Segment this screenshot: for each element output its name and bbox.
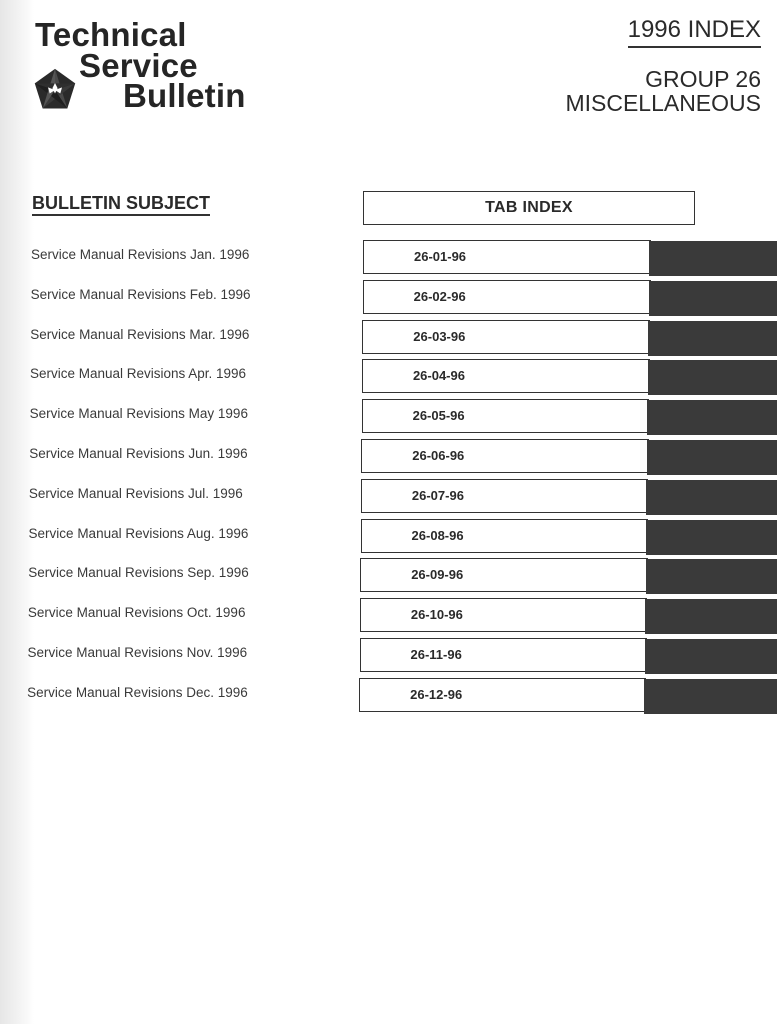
tab-index-heading: TAB INDEX [363,191,695,225]
pentastar-icon [33,68,77,112]
bulletin-subject: Service Manual Revisions Sep. 1996 [28,565,249,581]
bulletin-subject: Service Manual Revisions Oct. 1996 [27,605,246,621]
tab-shaded-marker [649,281,777,316]
tsb-logo [33,16,273,116]
tab-shaded-marker [647,400,777,435]
tab-code: 26-01-96 [414,249,467,264]
tab-code: 26-02-96 [413,288,466,304]
tab-shaded-marker [646,480,777,515]
bulletin-subject: Service Manual Revisions Mar. 1996 [30,326,250,342]
tab-index-row [360,598,647,632]
tab-index-row [363,280,651,314]
tab-shaded-marker [645,599,777,634]
bulletin-subject: Service Manual Revisions Jul. 1996 [28,485,243,501]
tab-index-row [360,638,647,672]
tab-index-row [362,320,650,354]
bulletin-subject: Service Manual Revisions Feb. 1996 [30,286,251,302]
logo-word-technical: Technical [35,16,187,53]
tab-code: 26-09-96 [411,567,464,583]
bulletin-subject-heading: BULLETIN SUBJECT [32,192,210,216]
bulletin-subject: Service Manual Revisions Nov. 1996 [27,645,248,660]
tab-shaded-marker [649,241,777,276]
bulletin-subject: Service Manual Revisions May 1996 [29,406,248,422]
tab-index-row [361,439,649,473]
tab-index-row [361,479,649,513]
tab-code: 26-04-96 [412,368,465,384]
tab-code: 26-06-96 [412,448,465,463]
tab-code: 26-03-96 [413,328,466,344]
year-index-title: 1996 INDEX [628,16,761,48]
group-name: MISCELLANEOUS [565,90,761,116]
tab-shaded-marker [646,520,777,555]
tab-shaded-marker [645,639,777,674]
tab-index-row [360,558,647,592]
tab-shaded-marker [646,559,777,594]
tab-index-row [361,519,649,553]
scan-edge-shadow [0,0,34,1024]
bulletin-subject: Service Manual Revisions Apr. 1996 [29,366,247,382]
tab-shaded-marker [648,321,777,356]
logo-word-bulletin: Bulletin [123,77,246,114]
bulletin-subject: Service Manual Revisions Dec. 1996 [27,684,248,700]
tab-shaded-marker [648,360,777,395]
bulletin-subject: Service Manual Revisions Jan. 1996 [31,247,250,262]
tab-code: 26-12-96 [410,686,463,702]
tab-code: 26-07-96 [411,487,464,503]
tab-shaded-marker [647,440,777,475]
tab-index-row [362,359,650,393]
group-number: GROUP 26 [645,66,761,92]
logo-word-service: Service [79,47,198,84]
tab-shaded-marker [644,679,777,714]
tab-code: 26-08-96 [411,527,464,543]
bulletin-subject: Service Manual Revisions Jun. 1996 [29,446,248,461]
tab-code: 26-11-96 [410,647,462,662]
tab-code: 26-10-96 [410,607,463,623]
tab-code: 26-05-96 [412,408,465,424]
bulletin-subject: Service Manual Revisions Aug. 1996 [28,525,249,541]
tab-index-row [363,240,651,274]
tab-index-row [362,399,650,433]
tab-index-row [359,678,646,712]
